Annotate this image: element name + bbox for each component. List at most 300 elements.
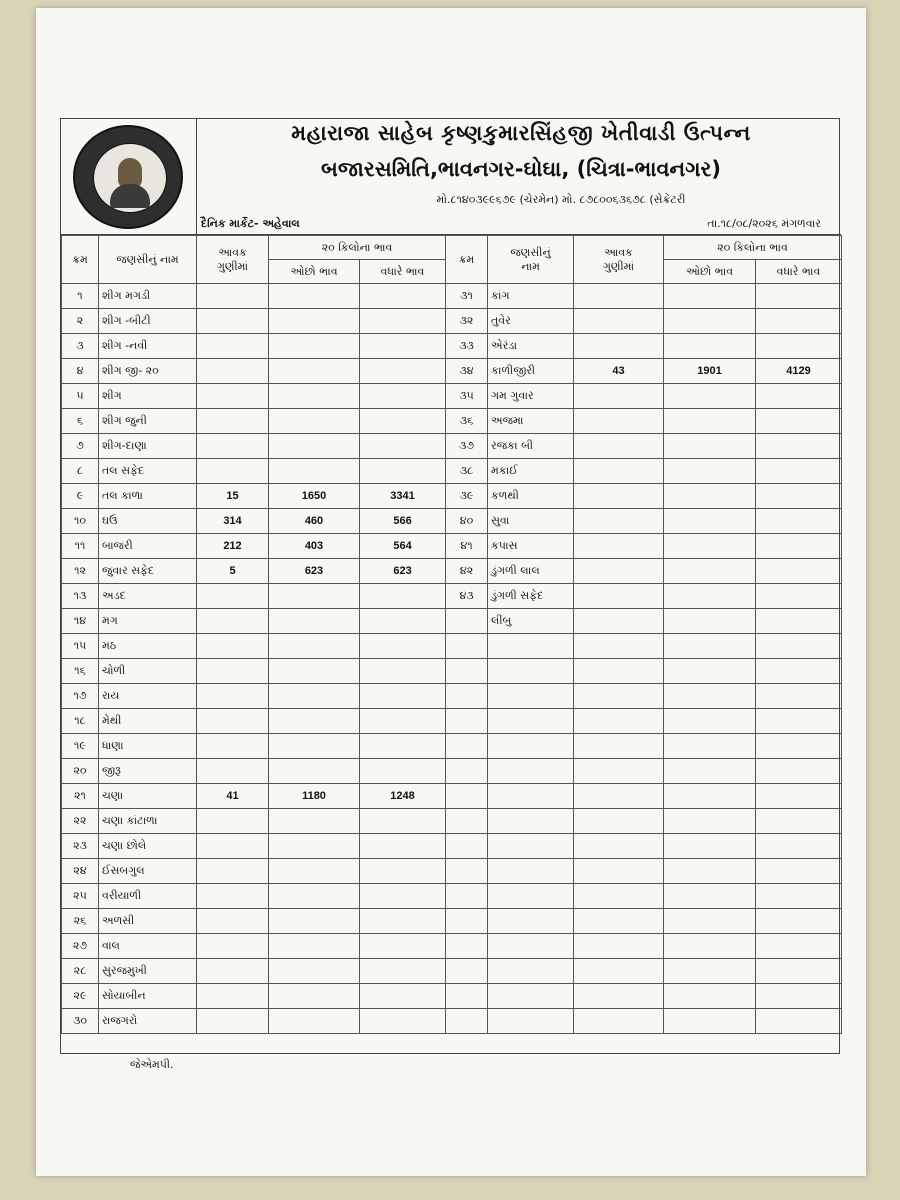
right-low-price-cell bbox=[664, 1009, 756, 1034]
right-low-price-cell bbox=[664, 884, 756, 909]
col-low-right: ઓછો ભાવ bbox=[664, 260, 756, 284]
col-arrival-right bbox=[574, 236, 664, 284]
left-high-price-cell bbox=[360, 409, 446, 434]
right-low-price-cell bbox=[664, 509, 756, 534]
left-sr-cell: ૫ bbox=[62, 384, 99, 409]
left-arrival-cell bbox=[197, 409, 269, 434]
left-sr-cell: ૭ bbox=[62, 434, 99, 459]
left-low-price-cell bbox=[269, 659, 360, 684]
left-sr-cell: ૧૦ bbox=[62, 509, 99, 534]
left-sr-cell: ૨૪ bbox=[62, 859, 99, 884]
right-high-price-cell bbox=[756, 634, 842, 659]
right-low-price-cell bbox=[664, 959, 756, 984]
left-high-price-cell bbox=[360, 909, 446, 934]
right-low-price-cell bbox=[664, 434, 756, 459]
right-low-price-cell bbox=[664, 909, 756, 934]
right-commodity-cell: ડુંગળી લાલ bbox=[488, 559, 574, 584]
left-commodity-cell: ચણા છોલે bbox=[99, 834, 197, 859]
left-sr-cell: ૨૬ bbox=[62, 909, 99, 934]
right-low-price-cell bbox=[664, 309, 756, 334]
right-low-price-cell bbox=[664, 384, 756, 409]
left-high-price-cell bbox=[360, 284, 446, 309]
left-arrival-cell bbox=[197, 1009, 269, 1034]
left-arrival-cell bbox=[197, 959, 269, 984]
right-arrival-cell bbox=[574, 634, 664, 659]
left-high-price-cell: 1248 bbox=[360, 784, 446, 809]
right-commodity-cell bbox=[488, 759, 574, 784]
right-high-price-cell bbox=[756, 834, 842, 859]
left-commodity-cell: અડદ bbox=[99, 584, 197, 609]
right-sr-cell bbox=[446, 784, 488, 809]
right-sr-cell: ૩૯ bbox=[446, 484, 488, 509]
right-high-price-cell bbox=[756, 934, 842, 959]
right-commodity-cell bbox=[488, 809, 574, 834]
right-arrival-cell bbox=[574, 334, 664, 359]
table-row bbox=[62, 909, 842, 934]
right-low-price-cell bbox=[664, 609, 756, 634]
right-sr-cell bbox=[446, 709, 488, 734]
left-low-price-cell: 460 bbox=[269, 509, 360, 534]
left-high-price-cell bbox=[360, 959, 446, 984]
right-commodity-cell: કાળીજીરી bbox=[488, 359, 574, 384]
left-sr-cell: ૨૫ bbox=[62, 884, 99, 909]
right-sr-cell: ૩૫ bbox=[446, 384, 488, 409]
left-low-price-cell bbox=[269, 634, 360, 659]
left-sr-cell: ૧૭ bbox=[62, 684, 99, 709]
right-commodity-cell: રજકા બી bbox=[488, 434, 574, 459]
left-sr-cell: ૨૮ bbox=[62, 959, 99, 984]
right-arrival-cell bbox=[574, 559, 664, 584]
left-high-price-cell bbox=[360, 809, 446, 834]
left-low-price-cell bbox=[269, 809, 360, 834]
left-high-price-cell bbox=[360, 609, 446, 634]
col-high-left: વધારે ભાવ bbox=[360, 260, 446, 284]
left-sr-cell: ૧૨ bbox=[62, 559, 99, 584]
left-commodity-cell: ચણા કાંટાળા bbox=[99, 809, 197, 834]
left-commodity-cell: સુરજમુખી bbox=[99, 959, 197, 984]
left-sr-cell: ૨૦ bbox=[62, 759, 99, 784]
right-low-price-cell bbox=[664, 934, 756, 959]
left-low-price-cell bbox=[269, 734, 360, 759]
left-commodity-cell: મઠ bbox=[99, 634, 197, 659]
right-sr-cell bbox=[446, 859, 488, 884]
table-row bbox=[62, 959, 842, 984]
left-arrival-cell bbox=[197, 459, 269, 484]
right-sr-cell: ૪૨ bbox=[446, 559, 488, 584]
right-commodity-cell bbox=[488, 909, 574, 934]
col-arrival-left bbox=[197, 236, 269, 284]
left-sr-cell: ૩ bbox=[62, 334, 99, 359]
right-arrival-cell bbox=[574, 734, 664, 759]
right-arrival-cell bbox=[574, 309, 664, 334]
left-low-price-cell bbox=[269, 934, 360, 959]
left-commodity-cell: વાલ bbox=[99, 934, 197, 959]
left-arrival-cell: 314 bbox=[197, 509, 269, 534]
col-commodity-right bbox=[488, 236, 574, 284]
right-commodity-cell bbox=[488, 984, 574, 1009]
left-high-price-cell bbox=[360, 384, 446, 409]
left-sr-cell: ૧૬ bbox=[62, 659, 99, 684]
table-row bbox=[62, 1009, 842, 1034]
right-commodity-cell bbox=[488, 1009, 574, 1034]
right-high-price-cell bbox=[756, 334, 842, 359]
table-row bbox=[62, 459, 842, 484]
table-row bbox=[62, 384, 842, 409]
committee-seal-logo bbox=[73, 125, 183, 229]
left-low-price-cell bbox=[269, 459, 360, 484]
table-row bbox=[62, 734, 842, 759]
right-high-price-cell bbox=[756, 709, 842, 734]
left-low-price-cell bbox=[269, 409, 360, 434]
left-low-price-cell bbox=[269, 859, 360, 884]
left-commodity-cell: શીગ bbox=[99, 384, 197, 409]
left-arrival-cell bbox=[197, 934, 269, 959]
right-commodity-cell bbox=[488, 934, 574, 959]
left-arrival-cell bbox=[197, 309, 269, 334]
left-commodity-cell: ધાણા bbox=[99, 734, 197, 759]
left-high-price-cell bbox=[360, 584, 446, 609]
right-high-price-cell bbox=[756, 459, 842, 484]
right-low-price-cell bbox=[664, 984, 756, 1009]
left-arrival-cell bbox=[197, 659, 269, 684]
right-high-price-cell bbox=[756, 384, 842, 409]
right-sr-cell bbox=[446, 659, 488, 684]
left-high-price-cell: 623 bbox=[360, 559, 446, 584]
left-arrival-cell: 5 bbox=[197, 559, 269, 584]
right-high-price-cell bbox=[756, 959, 842, 984]
table-row bbox=[62, 409, 842, 434]
left-arrival-cell bbox=[197, 859, 269, 884]
right-arrival-cell bbox=[574, 709, 664, 734]
right-commodity-cell: ડુંગળી સફેદ bbox=[488, 584, 574, 609]
left-commodity-cell: તલ કાળા bbox=[99, 484, 197, 509]
right-arrival-cell bbox=[574, 984, 664, 1009]
right-arrival-cell bbox=[574, 759, 664, 784]
right-high-price-cell bbox=[756, 909, 842, 934]
left-low-price-cell bbox=[269, 384, 360, 409]
left-high-price-cell bbox=[360, 734, 446, 759]
right-arrival-cell bbox=[574, 584, 664, 609]
left-arrival-cell bbox=[197, 334, 269, 359]
left-sr-cell: ૨૭ bbox=[62, 934, 99, 959]
col-price-group-right: ૨૦ કિલોના ભાવ bbox=[664, 236, 842, 260]
right-sr-cell bbox=[446, 959, 488, 984]
left-low-price-cell bbox=[269, 584, 360, 609]
left-arrival-cell bbox=[197, 634, 269, 659]
right-sr-cell: ૩૨ bbox=[446, 309, 488, 334]
right-low-price-cell bbox=[664, 484, 756, 509]
right-arrival-cell bbox=[574, 834, 664, 859]
right-commodity-cell bbox=[488, 659, 574, 684]
right-high-price-cell bbox=[756, 759, 842, 784]
commodity-name-label: નામ bbox=[521, 259, 540, 273]
right-commodity-cell bbox=[488, 959, 574, 984]
arrival-unit-label: ગુણીમાં bbox=[602, 259, 635, 273]
col-commodity-left: જણસીનું નામ bbox=[99, 236, 197, 284]
table-row bbox=[62, 359, 842, 384]
right-low-price-cell bbox=[664, 409, 756, 434]
right-commodity-cell bbox=[488, 784, 574, 809]
table-row bbox=[62, 334, 842, 359]
right-arrival-cell: 43 bbox=[574, 359, 664, 384]
right-sr-cell: ૪૦ bbox=[446, 509, 488, 534]
left-arrival-cell bbox=[197, 584, 269, 609]
right-sr-cell bbox=[446, 934, 488, 959]
contact-phones: મો.૮૧૪૦૩૯૯૬૭૯ (ચેરમેન) મો. ૮૭૮૦૦૬૩૬૭૮ (સેક્રેટરી bbox=[436, 193, 686, 206]
right-arrival-cell bbox=[574, 434, 664, 459]
col-price-group-left: ૨૦ કિલોના ભાવ bbox=[269, 236, 446, 260]
left-commodity-cell: જુવાર સફેદ bbox=[99, 559, 197, 584]
right-sr-cell: ૩૭ bbox=[446, 434, 488, 459]
right-sr-cell: ૪૩ bbox=[446, 584, 488, 609]
right-high-price-cell bbox=[756, 584, 842, 609]
right-sr-cell bbox=[446, 834, 488, 859]
right-low-price-cell bbox=[664, 284, 756, 309]
table-row bbox=[62, 784, 842, 809]
left-low-price-cell bbox=[269, 309, 360, 334]
left-low-price-cell: 403 bbox=[269, 534, 360, 559]
table-row bbox=[62, 709, 842, 734]
left-high-price-cell bbox=[360, 659, 446, 684]
left-commodity-cell: ચણા bbox=[99, 784, 197, 809]
portrait-body bbox=[110, 184, 150, 208]
left-sr-cell: ૨ bbox=[62, 309, 99, 334]
left-high-price-cell bbox=[360, 884, 446, 909]
right-low-price-cell bbox=[664, 734, 756, 759]
right-high-price-cell bbox=[756, 559, 842, 584]
left-high-price-cell bbox=[360, 309, 446, 334]
right-commodity-cell bbox=[488, 634, 574, 659]
left-high-price-cell: 564 bbox=[360, 534, 446, 559]
report-header bbox=[61, 119, 841, 235]
table-row bbox=[62, 284, 842, 309]
right-sr-cell: ૩૪ bbox=[446, 359, 488, 384]
right-arrival-cell bbox=[574, 784, 664, 809]
right-low-price-cell bbox=[664, 334, 756, 359]
right-high-price-cell bbox=[756, 509, 842, 534]
right-arrival-cell bbox=[574, 909, 664, 934]
right-sr-cell: ૩૮ bbox=[446, 459, 488, 484]
right-commodity-cell: કપાસ bbox=[488, 534, 574, 559]
left-sr-cell: ૨૩ bbox=[62, 834, 99, 859]
right-high-price-cell bbox=[756, 434, 842, 459]
col-high-right: વધારે ભાવ bbox=[756, 260, 842, 284]
left-arrival-cell bbox=[197, 834, 269, 859]
right-low-price-cell bbox=[664, 759, 756, 784]
right-high-price-cell bbox=[756, 409, 842, 434]
right-commodity-cell bbox=[488, 859, 574, 884]
right-sr-cell bbox=[446, 884, 488, 909]
left-commodity-cell: ઘઉ bbox=[99, 509, 197, 534]
left-arrival-cell bbox=[197, 809, 269, 834]
table-row bbox=[62, 934, 842, 959]
left-sr-cell: ૧૩ bbox=[62, 584, 99, 609]
col-low-left: ઓછો ભાવ bbox=[269, 260, 360, 284]
right-high-price-cell bbox=[756, 984, 842, 1009]
left-high-price-cell bbox=[360, 759, 446, 784]
right-high-price-cell bbox=[756, 1009, 842, 1034]
left-commodity-cell: શીગ મગડી bbox=[99, 284, 197, 309]
right-low-price-cell bbox=[664, 634, 756, 659]
left-low-price-cell bbox=[269, 684, 360, 709]
right-high-price-cell bbox=[756, 684, 842, 709]
right-commodity-cell: ગમ ગુવાર bbox=[488, 384, 574, 409]
right-arrival-cell bbox=[574, 659, 664, 684]
right-sr-cell bbox=[446, 984, 488, 1009]
left-arrival-cell: 212 bbox=[197, 534, 269, 559]
right-low-price-cell bbox=[664, 684, 756, 709]
left-sr-cell: ૧૪ bbox=[62, 609, 99, 634]
left-arrival-cell bbox=[197, 709, 269, 734]
right-sr-cell bbox=[446, 909, 488, 934]
right-commodity-cell: તુવેર bbox=[488, 309, 574, 334]
left-arrival-cell bbox=[197, 609, 269, 634]
table-row bbox=[62, 634, 842, 659]
right-commodity-cell bbox=[488, 734, 574, 759]
left-commodity-cell: તલ સફેદ bbox=[99, 459, 197, 484]
right-low-price-cell bbox=[664, 809, 756, 834]
table-row bbox=[62, 609, 842, 634]
right-sr-cell bbox=[446, 759, 488, 784]
table-row bbox=[62, 559, 842, 584]
left-commodity-cell: બાજરી bbox=[99, 534, 197, 559]
table-row bbox=[62, 534, 842, 559]
left-commodity-cell: અળસી bbox=[99, 909, 197, 934]
arrival-label: આવક bbox=[604, 245, 633, 259]
left-low-price-cell: 1180 bbox=[269, 784, 360, 809]
right-arrival-cell bbox=[574, 509, 664, 534]
right-high-price-cell bbox=[756, 859, 842, 884]
left-commodity-cell: શીગ -બીટી bbox=[99, 309, 197, 334]
left-arrival-cell bbox=[197, 359, 269, 384]
table-row bbox=[62, 759, 842, 784]
left-commodity-cell: શીગ જી- ૨૦ bbox=[99, 359, 197, 384]
right-commodity-cell: કાંગ bbox=[488, 284, 574, 309]
right-high-price-cell bbox=[756, 809, 842, 834]
market-report-sheet bbox=[60, 118, 840, 1054]
left-commodity-cell: રાય bbox=[99, 684, 197, 709]
left-sr-cell: ૨૯ bbox=[62, 984, 99, 1009]
right-sr-cell bbox=[446, 634, 488, 659]
table-row bbox=[62, 659, 842, 684]
committee-title-line2: બજારસમિતિ,ભાવનગર-ઘોઘા, (ચિત્રા-ભાવનગર) bbox=[321, 157, 721, 181]
left-low-price-cell bbox=[269, 434, 360, 459]
right-commodity-cell bbox=[488, 709, 574, 734]
left-high-price-cell bbox=[360, 859, 446, 884]
right-high-price-cell bbox=[756, 534, 842, 559]
price-table-body bbox=[62, 284, 842, 1034]
left-arrival-cell: 41 bbox=[197, 784, 269, 809]
committee-title-line1: મહારાજા સાહેબ કૃષ્ણકુમારસિંહજી ખેતીવાડી ઉત્પન્ન bbox=[291, 121, 751, 145]
right-arrival-cell bbox=[574, 609, 664, 634]
table-row bbox=[62, 834, 842, 859]
right-low-price-cell bbox=[664, 709, 756, 734]
right-sr-cell bbox=[446, 609, 488, 634]
right-high-price-cell bbox=[756, 784, 842, 809]
left-sr-cell: ૮ bbox=[62, 459, 99, 484]
left-commodity-cell: મેથી bbox=[99, 709, 197, 734]
left-low-price-cell bbox=[269, 759, 360, 784]
left-high-price-cell bbox=[360, 709, 446, 734]
table-row bbox=[62, 484, 842, 509]
right-arrival-cell bbox=[574, 459, 664, 484]
left-low-price-cell bbox=[269, 959, 360, 984]
left-arrival-cell bbox=[197, 384, 269, 409]
table-row bbox=[62, 859, 842, 884]
left-high-price-cell bbox=[360, 934, 446, 959]
right-arrival-cell bbox=[574, 959, 664, 984]
right-low-price-cell bbox=[664, 859, 756, 884]
left-arrival-cell: 15 bbox=[197, 484, 269, 509]
right-commodity-cell: અજમા bbox=[488, 409, 574, 434]
right-arrival-cell bbox=[574, 809, 664, 834]
right-low-price-cell bbox=[664, 784, 756, 809]
right-arrival-cell bbox=[574, 384, 664, 409]
left-high-price-cell bbox=[360, 984, 446, 1009]
arrival-unit-label: ગુણીમાં bbox=[216, 259, 249, 273]
left-sr-cell: ૧૯ bbox=[62, 734, 99, 759]
left-arrival-cell bbox=[197, 759, 269, 784]
left-low-price-cell bbox=[269, 359, 360, 384]
left-high-price-cell bbox=[360, 634, 446, 659]
left-arrival-cell bbox=[197, 684, 269, 709]
left-low-price-cell bbox=[269, 609, 360, 634]
right-arrival-cell bbox=[574, 484, 664, 509]
right-arrival-cell bbox=[574, 284, 664, 309]
right-low-price-cell bbox=[664, 834, 756, 859]
left-high-price-cell: 566 bbox=[360, 509, 446, 534]
left-high-price-cell bbox=[360, 359, 446, 384]
right-high-price-cell bbox=[756, 484, 842, 509]
left-sr-cell: ૧૧ bbox=[62, 534, 99, 559]
table-row bbox=[62, 984, 842, 1009]
table-row bbox=[62, 684, 842, 709]
left-low-price-cell bbox=[269, 709, 360, 734]
right-high-price-cell: 4129 bbox=[756, 359, 842, 384]
left-high-price-cell: 3341 bbox=[360, 484, 446, 509]
right-high-price-cell bbox=[756, 884, 842, 909]
left-commodity-cell: શીગ-દાણા bbox=[99, 434, 197, 459]
left-sr-cell: ૧ bbox=[62, 284, 99, 309]
logo-cell bbox=[61, 119, 197, 235]
left-low-price-cell bbox=[269, 1009, 360, 1034]
col-sr-right: ક્રમ bbox=[446, 236, 488, 284]
left-commodity-cell: જીરૂ bbox=[99, 759, 197, 784]
right-sr-cell: ૩૬ bbox=[446, 409, 488, 434]
right-arrival-cell bbox=[574, 934, 664, 959]
right-commodity-cell bbox=[488, 884, 574, 909]
right-sr-cell: ૪૧ bbox=[446, 534, 488, 559]
left-commodity-cell: ઈસબગુલ bbox=[99, 859, 197, 884]
left-commodity-cell: સોયાબીન bbox=[99, 984, 197, 1009]
right-low-price-cell: 1901 bbox=[664, 359, 756, 384]
price-table bbox=[61, 235, 842, 1034]
right-low-price-cell bbox=[664, 559, 756, 584]
right-commodity-cell: મકાઈ bbox=[488, 459, 574, 484]
table-row bbox=[62, 434, 842, 459]
right-sr-cell bbox=[446, 1009, 488, 1034]
right-sr-cell bbox=[446, 734, 488, 759]
table-row bbox=[62, 584, 842, 609]
seal-portrait bbox=[93, 143, 167, 213]
right-commodity-cell: લીંબુ bbox=[488, 609, 574, 634]
right-high-price-cell bbox=[756, 734, 842, 759]
left-commodity-cell: શીગ જુની bbox=[99, 409, 197, 434]
right-commodity-cell: એરંડા bbox=[488, 334, 574, 359]
col-sr-left: ક્રમ bbox=[62, 236, 99, 284]
right-sr-cell bbox=[446, 809, 488, 834]
right-sr-cell: ૩૧ bbox=[446, 284, 488, 309]
